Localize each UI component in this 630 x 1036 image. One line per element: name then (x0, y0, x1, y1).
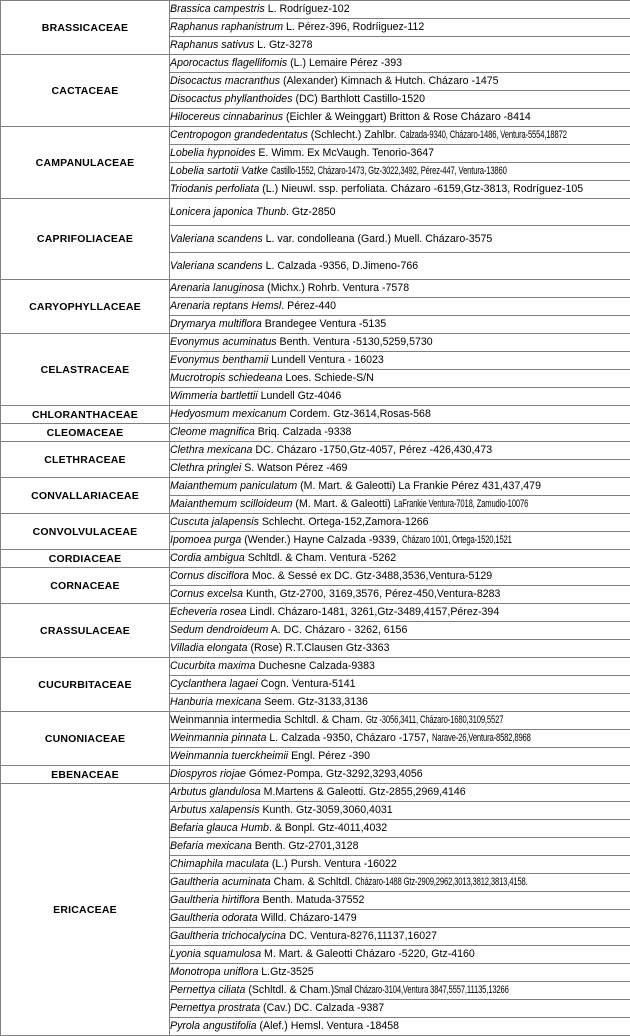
table-row (1, 550, 630, 568)
species-binomial: Valeriana scandens (170, 233, 263, 245)
species-binomial: Weinmannia tuerckheimii (170, 750, 288, 762)
species-authority: E. Wimm. Ex McVaugh. Tenorio-3647 (255, 147, 434, 159)
species-authority: Schltdl. & Cham. Ventura -5262 (245, 552, 396, 564)
species-entry-cell (170, 199, 630, 226)
species-binomial: Lobelia sartotii Vatke (170, 165, 268, 177)
species-entry-cell (170, 694, 630, 712)
species-authority: L. Pérez-396, Rodríiguez-112 (283, 21, 424, 33)
family-name-cell: CUCURBITACEAE (1, 658, 170, 712)
species-entry-cell (170, 442, 630, 460)
family-name-cell: CONVOLVULACEAE (1, 514, 170, 550)
table-row (1, 199, 630, 226)
species-authority: (Alef.) Hemsl. Ventura -18458 (257, 1020, 400, 1032)
species-entry-cell (170, 226, 630, 253)
species-binomial: Mucrotropis schiedeana (170, 372, 282, 384)
species-authority: (Cav.) DC. Calzada -9387 (260, 1002, 384, 1014)
family-name-cell: CAMPANULACEAE (1, 127, 170, 199)
table-row (1, 478, 630, 496)
species-binomial: Clethra pringlei (170, 462, 241, 474)
species-entry-cell (170, 910, 630, 928)
species-entry-cell (170, 982, 630, 1000)
species-authority: Willd. Cházaro-1479 (258, 912, 357, 924)
family-name-cell: CAPRIFOLIACEAE (1, 199, 170, 280)
species-binomial: Ipomoea purga (170, 534, 241, 546)
species-binomial: Cornus excelsa (170, 588, 243, 600)
table-row (1, 514, 630, 532)
species-authority: M. Mart. & Galeotti Cházaro -5220, Gtz-4160 (261, 948, 475, 960)
family-name-cell: CARYOPHYLLACEAE (1, 280, 170, 334)
species-authority: Engl. Pérez -390 (288, 750, 370, 762)
species-authority: (L.) Nieuwl. ssp. perfoliata. Cházaro -6159,Gtz-3813, Rodríguez-105 (259, 183, 583, 195)
collection-numbers: Narave-26,Ventura-8582,8968 (432, 732, 531, 745)
species-authority: (L.) Pursh. Ventura -16022 (269, 858, 397, 870)
species-entry-cell (170, 496, 630, 514)
species-authority: . & Bonpl. Gtz-4011,4032 (269, 822, 387, 834)
family-name-cell: EBENACEAE (1, 766, 170, 784)
species-authority: Schlecht. Ortega-152,Zamora-1266 (259, 516, 429, 528)
species-binomial: Cordia ambigua (170, 552, 245, 564)
collection-numbers: Cházaro 1001, Ortega-1520,1521 (402, 534, 512, 547)
species-entry-cell (170, 550, 630, 568)
species-authority: Lindl. Cházaro-1481, 3261,Gtz-3489,4157,Pérez-394 (247, 606, 500, 618)
species-entry-cell (170, 820, 630, 838)
species-authority: Kunth, Gtz-2700, 3169,3576, Pérez-450,Ventura-8283 (243, 588, 500, 600)
family-name-cell: CUNONIACEAE (1, 712, 170, 766)
species-authority: S. Watson Pérez -469 (241, 462, 347, 474)
species-authority: L. Calzada -9350, Cházaro -1757, (266, 732, 431, 744)
species-binomial: Hanburia mexicana (170, 696, 261, 708)
species-entry-cell (170, 19, 630, 37)
species-entry-cell (170, 352, 630, 370)
species-authority: L. var. condolleana (Gard.) Muell. Cházaro-3575 (263, 233, 493, 245)
species-binomial: Wimmeria bartlettii (170, 390, 258, 402)
species-authority: (Rose) R.T.Clausen Gtz-3363 (248, 642, 390, 654)
species-binomial: Maianthemum paniculatum (170, 480, 297, 492)
species-entry-cell (170, 892, 630, 910)
species-authority: Weinmannia intermedia Schltdl. & Cham. (170, 714, 366, 726)
family-name-cell: CLEOMACEAE (1, 424, 170, 442)
species-entry-cell (170, 604, 630, 622)
species-authority: A. DC. Cházaro - 3262, 6156 (268, 624, 407, 636)
collection-numbers: Small Cházaro-3104,Ventura 3847,5557,11135,13266 (334, 984, 509, 997)
collection-numbers: Gtz -3056,3411, Cházaro-1680,3109,5527 (366, 714, 503, 727)
species-entry-cell (170, 928, 630, 946)
species-entry-cell (170, 388, 630, 406)
family-name-cell: CHLORANTHACEAE (1, 406, 170, 424)
species-entry-cell (170, 298, 630, 316)
species-entry-cell (170, 460, 630, 478)
species-entry-cell (170, 478, 630, 496)
species-authority: (M. Mart. & Galeotti) (292, 498, 393, 510)
species-entry-cell (170, 37, 630, 55)
table-row (1, 784, 630, 802)
family-name-cell: ERICACEAE (1, 784, 170, 1036)
collection-numbers: LaFrankie Ventura-7018, Zamudio-10076 (394, 498, 528, 511)
species-entry-cell (170, 514, 630, 532)
species-entry-cell (170, 676, 630, 694)
collection-numbers: Calzada-9340, Cházaro-1486, Ventura-5554,18872 (400, 129, 567, 142)
species-entry-cell (170, 784, 630, 802)
table-row (1, 766, 630, 784)
species-binomial: Raphanus sativus (170, 39, 254, 51)
species-entry-cell (170, 334, 630, 352)
family-name-cell: CRASSULACEAE (1, 604, 170, 658)
species-authority: Benth. Gtz-2701,3128 (252, 840, 359, 852)
family-name-cell: CELASTRACEAE (1, 334, 170, 406)
species-authority: (Alexander) Kimnach & Hutch. Cházaro -1475 (280, 75, 498, 87)
species-authority: L. Rodríguez-102 (265, 3, 350, 15)
species-binomial: Lyonia squamulosa (170, 948, 261, 960)
species-binomial: Gaultheria odorata (170, 912, 258, 924)
species-authority: Benth. Ventura -5130,5259,5730 (277, 336, 433, 348)
species-binomial: Arbutus glandulosa (170, 786, 261, 798)
species-binomial: Sedum dendroideum (170, 624, 268, 636)
species-entry-cell (170, 91, 630, 109)
species-binomial: Befaria mexicana (170, 840, 252, 852)
species-authority: L.Gtz-3525 (258, 966, 313, 978)
collection-numbers: Castillo-1552, Cházaro-1473, Gtz-3022,3492, Pérez-447, Ventura-13860 (271, 165, 507, 178)
species-entry-cell (170, 316, 630, 334)
table-row (1, 280, 630, 298)
species-entry-cell (170, 766, 630, 784)
species-entry-cell (170, 964, 630, 982)
species-authority: . Gtz-2850 (286, 206, 335, 218)
species-binomial: Lonicera japonica Thunb (170, 206, 286, 218)
species-entry-cell (170, 640, 630, 658)
family-name-cell: CLETHRACEAE (1, 442, 170, 478)
species-entry-cell (170, 1018, 630, 1036)
species-binomial: Villadia elongata (170, 642, 248, 654)
family-name-cell: CORDIACEAE (1, 550, 170, 568)
table-row (1, 658, 630, 676)
species-binomial: Maianthemum scilloideum (170, 498, 292, 510)
species-entry-cell (170, 712, 630, 730)
species-entry-cell (170, 145, 630, 163)
species-binomial: Clethra mexicana (170, 444, 252, 456)
species-entry-cell (170, 1, 630, 19)
species-binomial: Triodanis perfoliata (170, 183, 259, 195)
species-binomial: Pernettya ciliata (170, 984, 245, 996)
table-row (1, 442, 630, 460)
species-authority: Cogn. Ventura-5141 (258, 678, 356, 690)
species-authority: Brandegee Ventura -5135 (262, 318, 386, 330)
species-entry-cell (170, 406, 630, 424)
species-binomial: Echeveria rosea (170, 606, 247, 618)
species-entry-cell (170, 658, 630, 676)
table-row (1, 55, 630, 73)
species-entry-cell (170, 838, 630, 856)
species-authority: L. Gtz-3278 (254, 39, 312, 51)
species-authority: Seem. Gtz-3133,3136 (261, 696, 368, 708)
species-binomial: Cuscuta jalapensis (170, 516, 259, 528)
species-entry-cell (170, 280, 630, 298)
table-row (1, 712, 630, 730)
species-authority: (Schlecht.) Zahlbr. (308, 129, 400, 141)
species-binomial: Disocactus phyllanthoides (170, 93, 293, 105)
species-entry-cell (170, 586, 630, 604)
species-entry-cell (170, 946, 630, 964)
species-authority: Benth. Matuda-37552 (260, 894, 365, 906)
species-authority: Duchesne Calzada-9383 (255, 660, 375, 672)
table-row (1, 127, 630, 145)
species-authority: (Eichler & Weinggart) Britton & Rose Cházaro -8414 (283, 111, 531, 123)
species-binomial: Gaultheria hirtiflora (170, 894, 260, 906)
species-authority: Briq. Calzada -9338 (255, 426, 352, 438)
species-authority: (Schltdl. & Cham.) (245, 984, 334, 996)
family-name-cell: CACTACEAE (1, 55, 170, 127)
species-authority: . Pérez-440 (281, 300, 336, 312)
species-binomial: Befaria glauca Humb (170, 822, 269, 834)
species-entry-cell (170, 370, 630, 388)
species-authority: (DC) Barthlott Castillo-1520 (293, 93, 425, 105)
table-body (1, 1, 630, 1036)
species-binomial: Cleome magnifica (170, 426, 255, 438)
species-entry-cell (170, 1000, 630, 1018)
species-entry-cell (170, 568, 630, 586)
species-entry-cell (170, 55, 630, 73)
species-entry-cell (170, 73, 630, 91)
species-authority: M.Martens & Galeotti. Gtz-2855,2969,4146 (261, 786, 466, 798)
species-entry-cell (170, 730, 630, 748)
species-entry-cell (170, 127, 630, 145)
species-authority: L. Calzada -9356, D.Jimeno-766 (263, 260, 418, 272)
species-authority: (Wender.) Hayne Calzada -9339, (241, 534, 402, 546)
species-binomial: Arbutus xalapensis (170, 804, 260, 816)
species-binomial: Hilocereus cinnabarinus (170, 111, 283, 123)
species-authority: Lundell Ventura - 16023 (268, 354, 383, 366)
species-entry-cell (170, 622, 630, 640)
species-authority: Cordem. Gtz-3614,Rosas-568 (287, 408, 431, 420)
table-row (1, 568, 630, 586)
species-entry-cell (170, 802, 630, 820)
table-row (1, 604, 630, 622)
species-authority: (Michx.) Rohrb. Ventura -7578 (264, 282, 409, 294)
species-binomial: Brassica campestris (170, 3, 265, 15)
species-entry-cell (170, 874, 630, 892)
species-binomial: Raphanus raphanistrum (170, 21, 283, 33)
species-entry-cell (170, 253, 630, 280)
species-binomial: Cucurbita maxima (170, 660, 255, 672)
species-binomial: Lobelia hypnoides (170, 147, 255, 159)
species-authority: Lundell Gtz-4046 (258, 390, 342, 402)
species-binomial: Pyrola angustifolia (170, 1020, 257, 1032)
species-authority: Kunth. Gtz-3059,3060,4031 (260, 804, 393, 816)
species-binomial: Hedyosmum mexicanum (170, 408, 287, 420)
species-binomial: Weinmannia pinnata (170, 732, 266, 744)
species-binomial: Aporocactus flagellifomis (170, 57, 287, 69)
species-authority: Moc. & Sessé ex DC. Gtz-3488,3536,Ventura-5129 (249, 570, 492, 582)
species-entry-cell (170, 856, 630, 874)
species-entry-cell (170, 163, 630, 181)
species-authority: DC. Ventura-8276,11137,16027 (286, 930, 437, 942)
species-entry-cell (170, 181, 630, 199)
species-binomial: Monotropa uniflora (170, 966, 258, 978)
species-binomial: Centropogon grandedentatus (170, 129, 308, 141)
table-row (1, 406, 630, 424)
species-entry-cell (170, 109, 630, 127)
species-authority: Loes. Schiede-S/N (282, 372, 373, 384)
family-name-cell: CORNACEAE (1, 568, 170, 604)
species-binomial: Gaultheria trichocalycina (170, 930, 286, 942)
species-binomial: Gaultheria acuminata (170, 876, 271, 888)
species-binomial: Arenaria reptans Hemsl (170, 300, 281, 312)
species-entry-cell (170, 748, 630, 766)
species-binomial: Valeriana scandens (170, 260, 263, 272)
species-authority: Gómez-Pompa. Gtz-3292,3293,4056 (246, 768, 423, 780)
species-authority: DC. Cházaro -1750,Gtz-4057, Pérez -426,430,473 (252, 444, 492, 456)
table-row (1, 1, 630, 19)
species-entry-cell (170, 424, 630, 442)
species-binomial: Cornus disciflora (170, 570, 249, 582)
species-binomial: Disocactus macranthus (170, 75, 280, 87)
species-binomial: Pernettya prostrata (170, 1002, 260, 1014)
species-binomial: Evonymus acuminatus (170, 336, 277, 348)
table-row (1, 424, 630, 442)
table-row (1, 334, 630, 352)
species-binomial: Chimaphila maculata (170, 858, 269, 870)
family-name-cell: BRASSICACEAE (1, 1, 170, 55)
species-binomial: Drymarya multiflora (170, 318, 262, 330)
collection-numbers: Cházaro-1488 Gtz-2909,2962,3013,3812,3813,4158. (355, 876, 528, 889)
species-authority: Cham. & Schltdl. (271, 876, 356, 888)
species-binomial: Cyclanthera lagaei (170, 678, 258, 690)
species-authority: (M. Mart. & Galeotti) La Frankie Pérez 431,437,479 (297, 480, 541, 492)
species-binomial: Diospyros riojae (170, 768, 246, 780)
species-binomial: Arenaria lanuginosa (170, 282, 264, 294)
species-entry-cell (170, 532, 630, 550)
family-name-cell: CONVALLARIACEAE (1, 478, 170, 514)
species-authority: (L.) Lemaire Pérez -393 (287, 57, 402, 69)
species-binomial: Evonymus benthamii (170, 354, 268, 366)
